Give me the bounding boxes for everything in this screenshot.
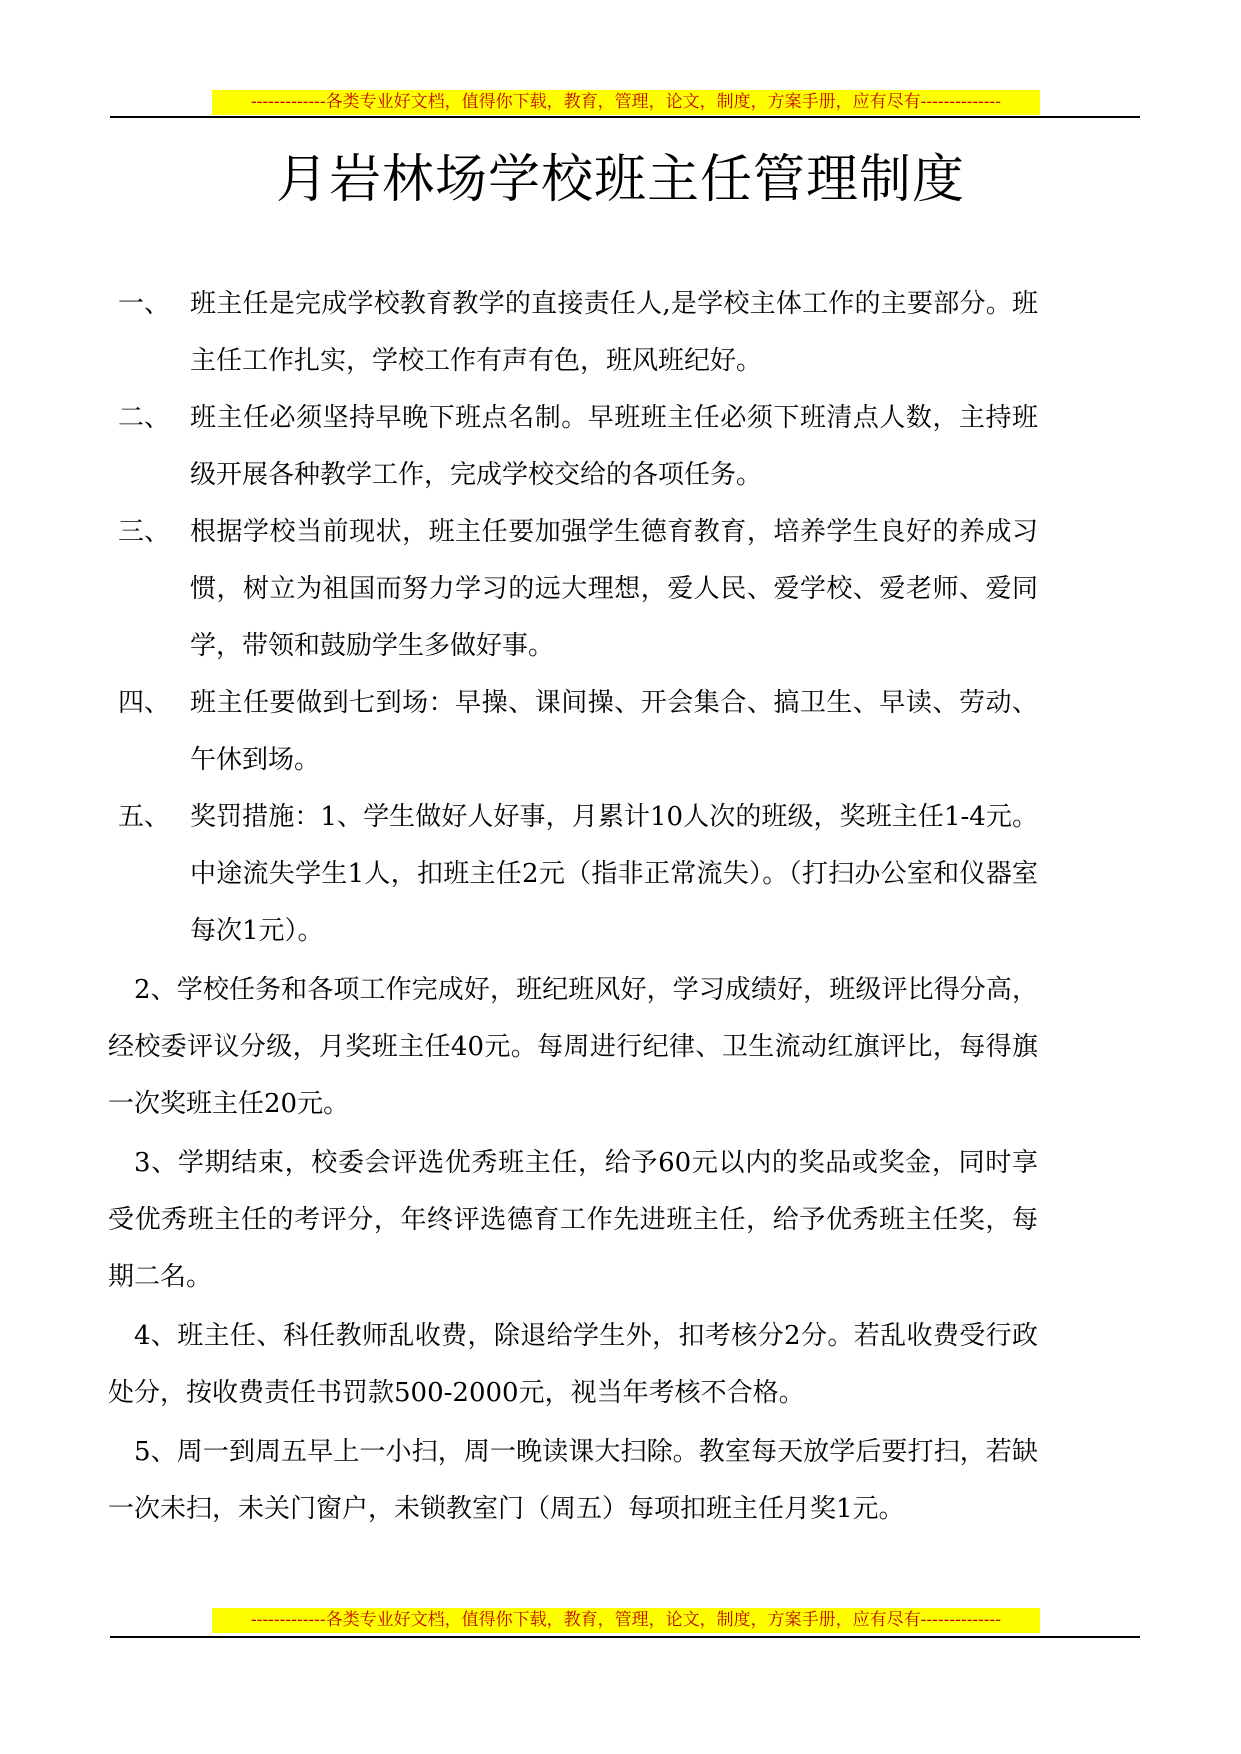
list-item-number: 二、 [118,403,171,433]
list-item-number: 五、 [118,802,171,832]
list-item [118,504,1038,675]
list-item-text: 奖罚措施：1、学生做好人好事，月累计10人次的班级，奖班主任1-4元。中途流失学生1人，扣班主任2元（指非正常流失）。（打扫办公室和仪器室每次1元）。 [190,802,1038,946]
body-paragraph: 4、班主任、科任教师乱收费，除退给学生外，扣考核分2分。若乱收费受行政处分，按收费责任书罚款500-2000元，视当年考核不合格。 [108,1321,1038,1408]
list-item [118,276,1038,390]
list-item [118,789,1038,960]
list-item-text: 班主任是完成学校教育教学的直接责任人,是学校主体工作的主要部分。班主任工作扎实，学校工作有声有色，班风班纪好。 [190,289,1038,376]
list-item-text: 班主任必须坚持早晚下班点名制。早班班主任必须下班清点人数，主持班级开展各种教学工作，完成学校交给的各项任务。 [190,403,1038,490]
document-body [108,276,1038,1538]
body-paragraph: 5、周一到周五早上一小扫，周一晚读课大扫除。教室每天放学后要打扫，若缺一次未扫，未关门窗户，未锁教室门（周五）每项扣班主任月奖1元。 [108,1437,1038,1524]
body-paragraph: 2、学校任务和各项工作完成好，班纪班风好，学习成绩好，班级评比得分高，经校委评议分级，月奖班主任40元。每周进行纪律、卫生流动红旗评比，每得旗一次奖班主任20元。 [108,975,1038,1119]
list-item [118,390,1038,504]
body-paragraph: 3、学期结束，校委会评选优秀班主任，给予60元以内的奖品或奖金，同时享受优秀班主任的考评分，年终评选德育工作先进班主任，给予优秀班主任奖，每期二名。 [108,1148,1038,1292]
footer-banner: -------------各类专业好文档，值得你下载，教育，管理，论文，制度，方案手册，应有尽有-------------- [212,1608,1040,1633]
header-rule [110,116,1140,118]
list-item-text: 根据学校当前现状，班主任要加强学生德育教育，培养学生良好的养成习惯，树立为祖国而努力学习的远大理想，爱人民、爱学校、爱老师、爱同学，带领和鼓励学生多做好事。 [190,517,1038,661]
list-item-number: 四、 [118,688,171,718]
header-banner: -------------各类专业好文档，值得你下载，教育，管理，论文，制度，方案手册，应有尽有-------------- [212,90,1040,115]
list-item-text: 班主任要做到七到场：早操、课间操、开会集合、搞卫生、早读、劳动、午休到场。 [190,688,1038,775]
document-title: 月岩林场学校班主任管理制度 [275,150,965,210]
list-item-number: 三、 [118,517,171,547]
list-item [118,675,1038,789]
footer-rule [110,1636,1140,1638]
list-item-number: 一、 [118,289,171,319]
